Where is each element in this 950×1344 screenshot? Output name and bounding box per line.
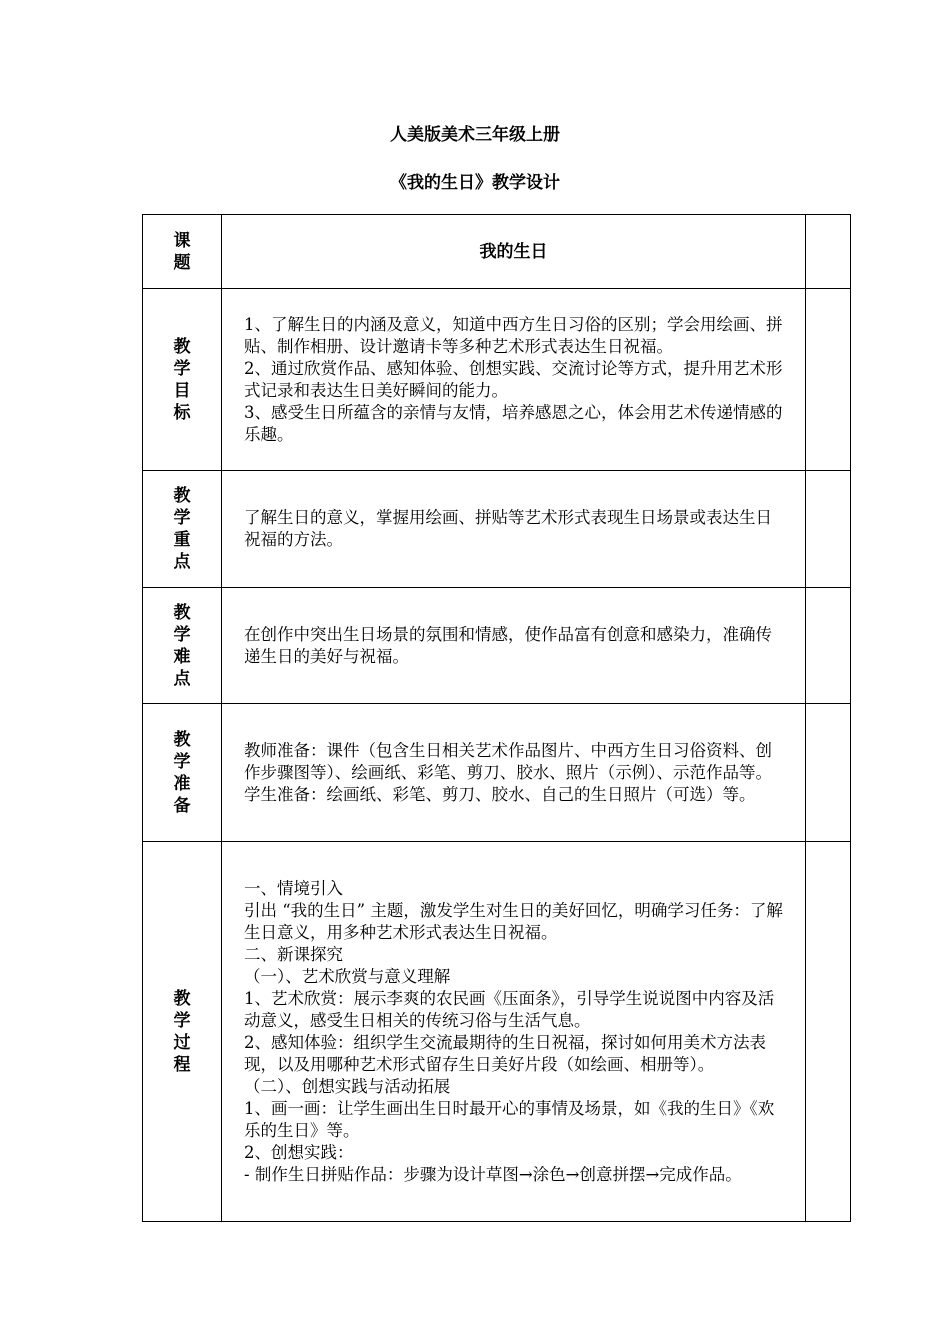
label-char: 教 [173, 336, 191, 357]
label-char: 课 [173, 230, 191, 251]
preparation-content [222, 704, 806, 842]
content-line: 学生准备：绘画纸、彩笔、剪刀、胶水、自己的生日照片（可选）等。 [244, 784, 756, 804]
label-char: 准 [173, 773, 191, 794]
table-row [143, 704, 851, 842]
blank-cell [806, 704, 851, 842]
row-label-process [143, 842, 222, 1222]
content-line: 3、感受生日所蕴含的亲情与友情，培养感恩之心，体会用艺术传递情感的乐趣。 [244, 402, 783, 444]
content-line: - 制作生日拼贴作品：步骤为设计草图→涂色→创意拼摆→完成作品。 [244, 1164, 742, 1184]
label-char: 教 [173, 729, 191, 750]
content-line: 一、情境引入 [244, 878, 343, 898]
document-subtitle: 《我的生日》教学设计 [390, 173, 560, 193]
content-line: 二、新课探究 [244, 944, 343, 964]
content-line: （一）、艺术欣赏与意义理解 [244, 966, 451, 986]
label-char: 过 [173, 1032, 191, 1053]
table-row [143, 215, 851, 289]
label-char: 学 [173, 508, 191, 528]
content-line: 1、了解生日的内涵及意义，知道中西方生日习俗的区别；学会用绘画、拼贴、制作相册、设计邀请卡等多种艺术形式表达生日祝福。 [244, 314, 783, 356]
label-char: 题 [173, 252, 191, 273]
label-char: 教 [173, 988, 191, 1009]
content-line: 教师准备：课件（包含生日相关艺术作品图片、中西方生日习俗资料、创作步骤图等）、绘画纸、彩笔、剪刀、胶水、照片（示例）、示范作品等。 [244, 740, 772, 782]
process-content [222, 842, 806, 1222]
lesson-plan-table [142, 214, 851, 1222]
content-line: 2、通过欣赏作品、感知体验、创想实践、交流讨论等方式，提升用艺术形式记录和表达生日美好瞬间的能力。 [244, 358, 783, 400]
row-label-objectives [143, 289, 222, 471]
key-points-content [222, 471, 806, 588]
topic-value: 我的生日 [222, 215, 806, 289]
row-label-difficulties [143, 588, 222, 704]
table-row [143, 588, 851, 704]
row-label-preparation [143, 704, 222, 842]
label-char: 教 [173, 602, 191, 623]
difficulties-content [222, 588, 806, 704]
blank-cell [806, 842, 851, 1222]
label-char: 教 [173, 486, 191, 506]
label-char: 难 [173, 646, 191, 667]
blank-cell [806, 588, 851, 704]
label-char: 程 [173, 1054, 191, 1075]
content-line: 2、感知体验：组织学生交流最期待的生日祝福，探讨如何用美术方法表现，以及用哪种艺术形式留存生日美好片段（如绘画、相册等）。 [244, 1032, 766, 1074]
row-label-key-points [143, 471, 222, 588]
row-label-topic [143, 215, 222, 289]
content-line: 1、艺术欣赏：展示李爽的农民画《压面条》，引导学生说说图中内容及活动意义，感受生日相关的传统习俗与生活气息。 [244, 988, 775, 1030]
blank-cell [806, 471, 851, 588]
label-char: 学 [173, 751, 191, 772]
table-row [143, 842, 851, 1222]
label-char: 重 [173, 530, 191, 550]
label-char: 备 [173, 795, 191, 816]
label-char: 标 [173, 402, 191, 423]
label-char: 点 [173, 552, 191, 572]
label-char: 学 [173, 1010, 191, 1031]
content-line: 在创作中突出生日场景的氛围和情感，使作品富有创意和感染力，准确传递生日的美好与祝福。 [244, 624, 772, 666]
content-line: 1、画一画：让学生画出生日时最开心的事情及场景，如《我的生日》《欢乐的生日》等。 [244, 1098, 775, 1140]
objectives-content [222, 289, 806, 471]
label-char: 目 [173, 380, 191, 401]
label-char: 学 [173, 358, 191, 379]
label-char: 学 [173, 624, 191, 645]
table-row [143, 471, 851, 588]
blank-cell [806, 289, 851, 471]
content-line: （二）、创想实践与活动拓展 [244, 1076, 451, 1096]
content-line: 2、创想实践： [244, 1142, 354, 1162]
label-char: 点 [173, 668, 191, 689]
content-line: 引出 “我的生日” 主题，激发学生对生日的美好回忆，明确学习任务：了解生日意义，用多种艺术形式表达生日祝福。 [244, 900, 783, 942]
table-row [143, 289, 851, 471]
blank-cell [806, 215, 851, 289]
document-title: 人美版美术三年级上册 [390, 125, 560, 145]
content-line: 了解生日的意义，掌握用绘画、拼贴等艺术形式表现生日场景或表达生日祝福的方法。 [244, 508, 772, 549]
